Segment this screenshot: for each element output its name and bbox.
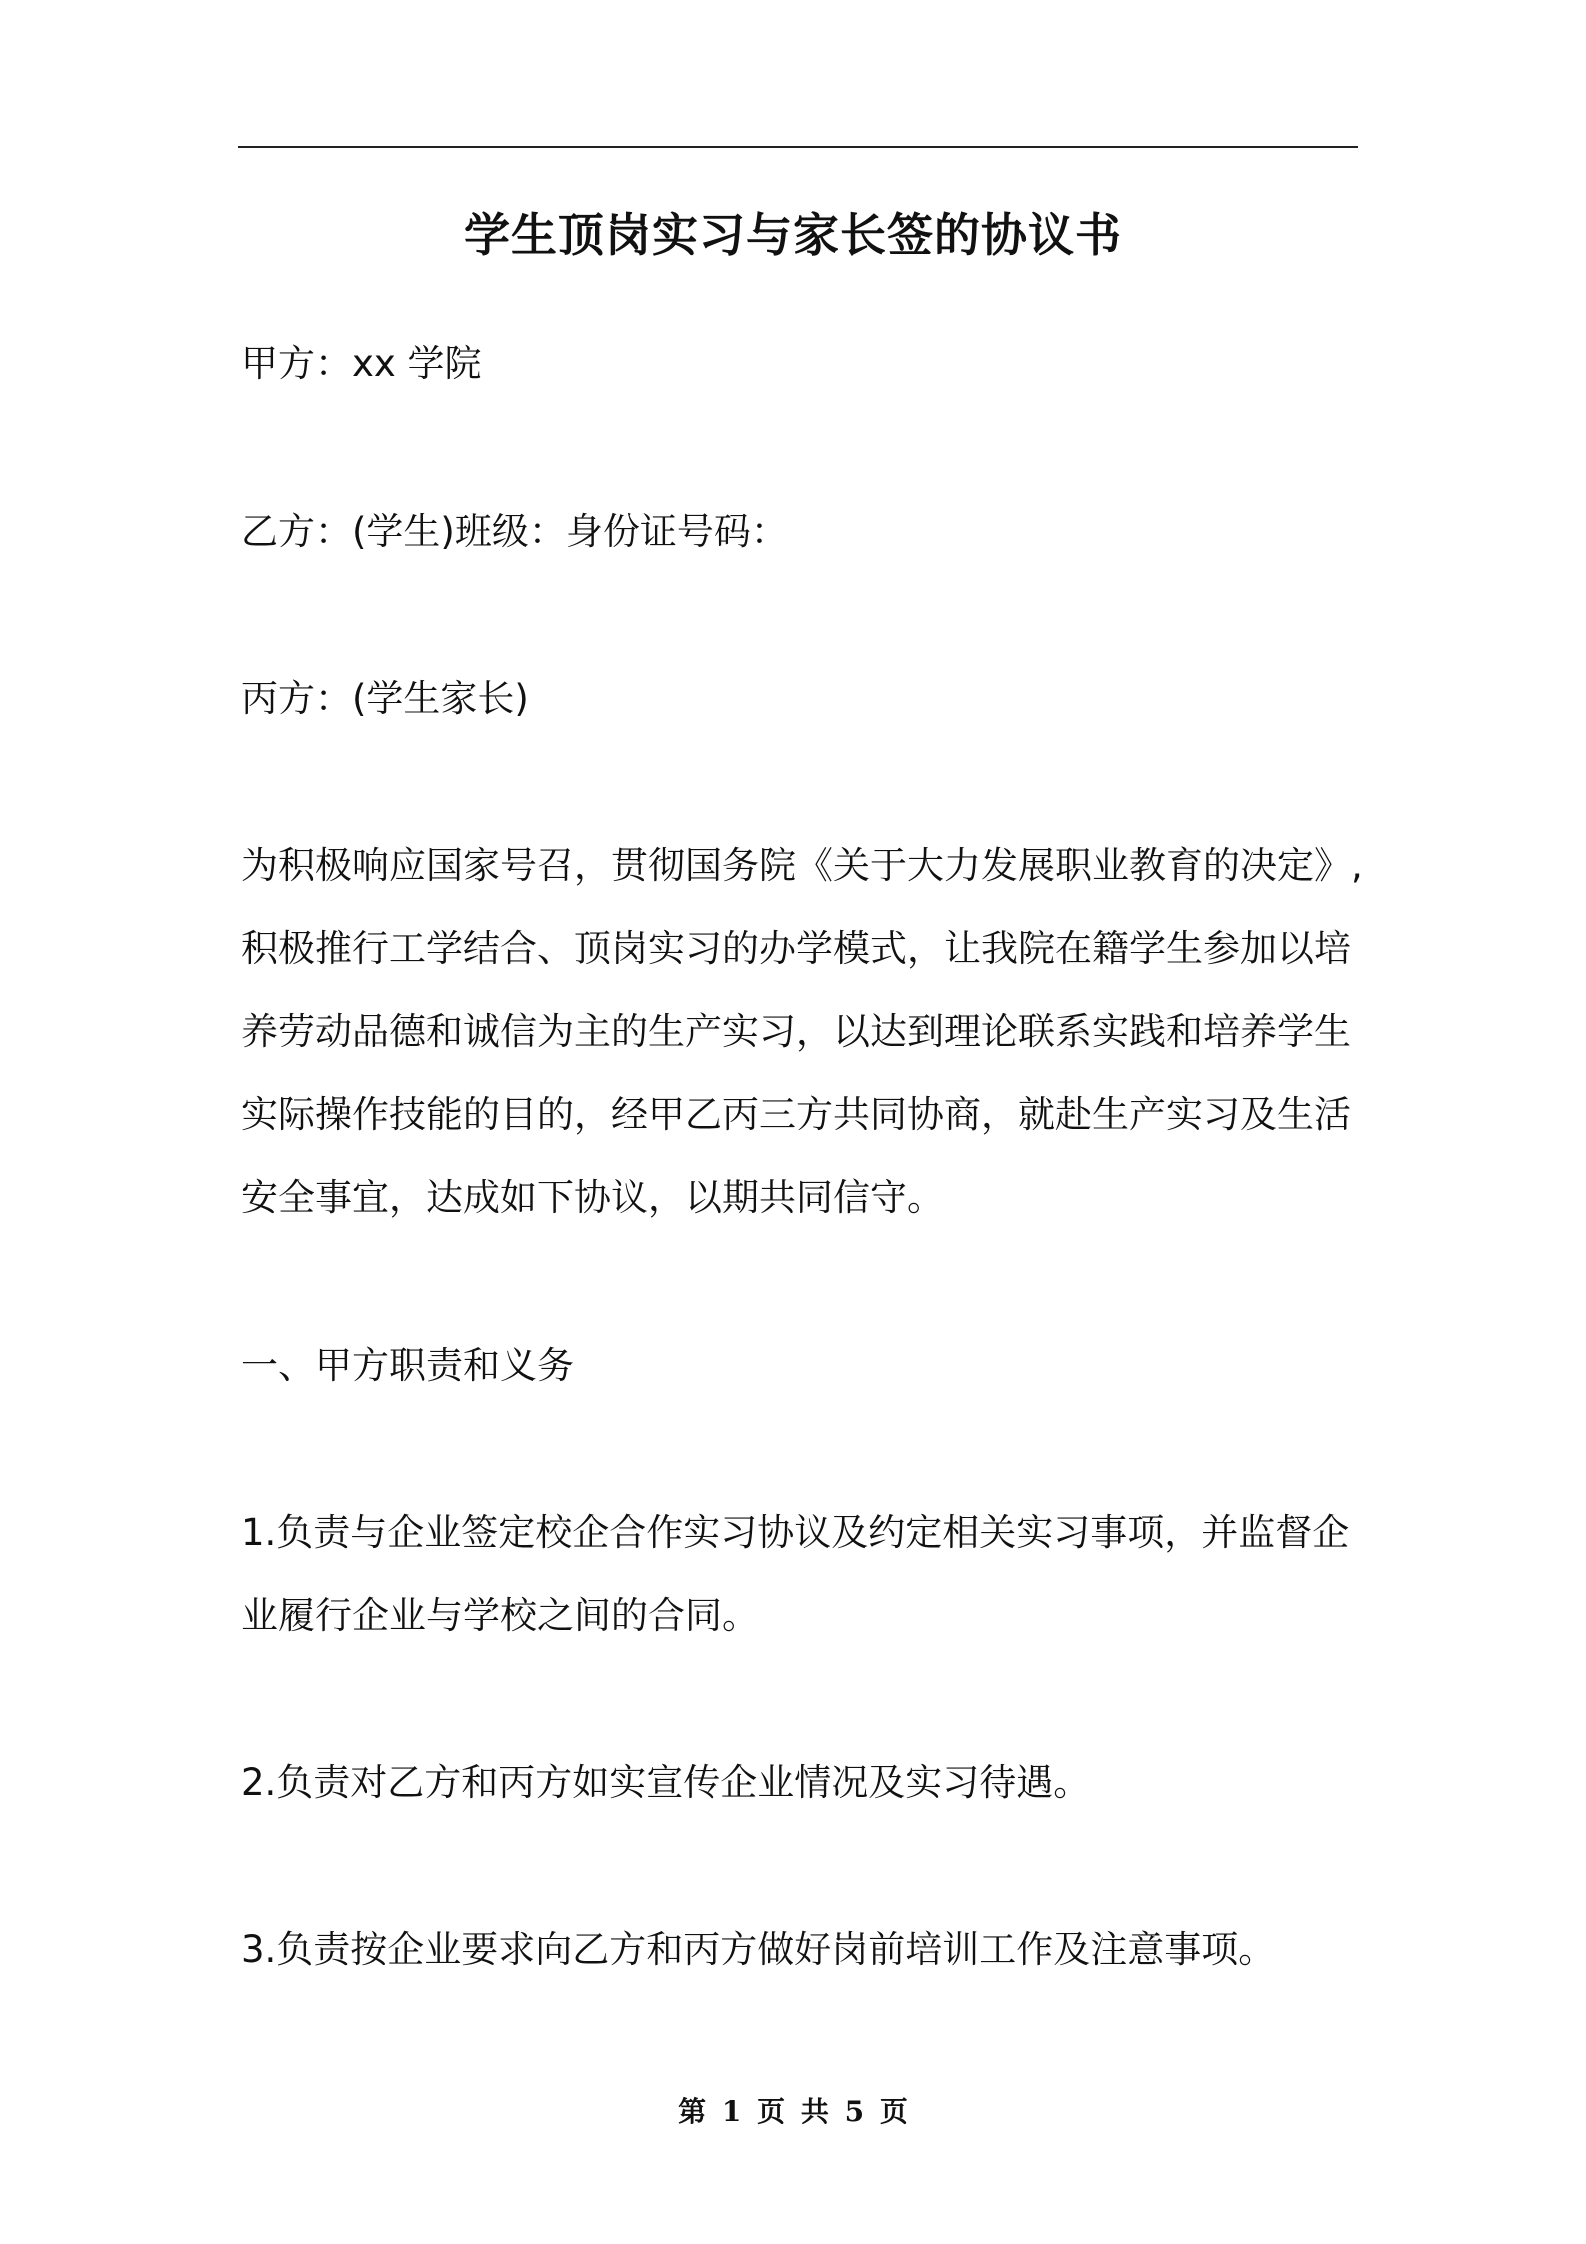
list-item-line: 业履行企业与学校之间的合同。 [241,1594,759,1637]
intro-line: 实际操作技能的目的，经甲乙丙三方共同协商，就赴生产实习及生活 [241,1093,1351,1136]
intro-line: 为积极响应国家号召，贯彻国务院《关于大力发展职业教育的决定》, [241,844,1363,887]
list-item-1 [241,1491,1371,1657]
party-a: 甲方：xx 学院 [241,342,482,385]
list-item-3: 3.负责按企业要求向乙方和丙方做好岗前培训工作及注意事项。 [241,1928,1276,1971]
list-item-2: 2.负责对乙方和丙方如实宣传企业情况及实习待遇。 [241,1761,1091,1804]
intro-line: 积极推行工学结合、顶岗实习的办学模式，让我院在籍学生参加以培 [241,927,1351,970]
intro-paragraph [241,824,1371,1239]
header-rule [238,146,1358,148]
intro-line: 安全事宜，达成如下协议，以期共同信守。 [241,1176,944,1219]
list-item-line: 1.负责与企业签定校企合作实习协议及约定相关实习事项，并监督企 [241,1511,1350,1554]
party-c: 丙方：(学生家长) [241,677,529,720]
section-heading: 一、甲方职责和义务 [241,1344,574,1387]
page-indicator: 第 1 页 共 5 页 [678,2095,908,2128]
party-b: 乙方：(学生)班级：身份证号码： [241,510,788,553]
intro-line: 养劳动品德和诚信为主的生产实习，以达到理论联系实践和培养学生 [241,1010,1351,1053]
document-title: 学生顶岗实习与家长签的协议书 [464,208,1122,262]
